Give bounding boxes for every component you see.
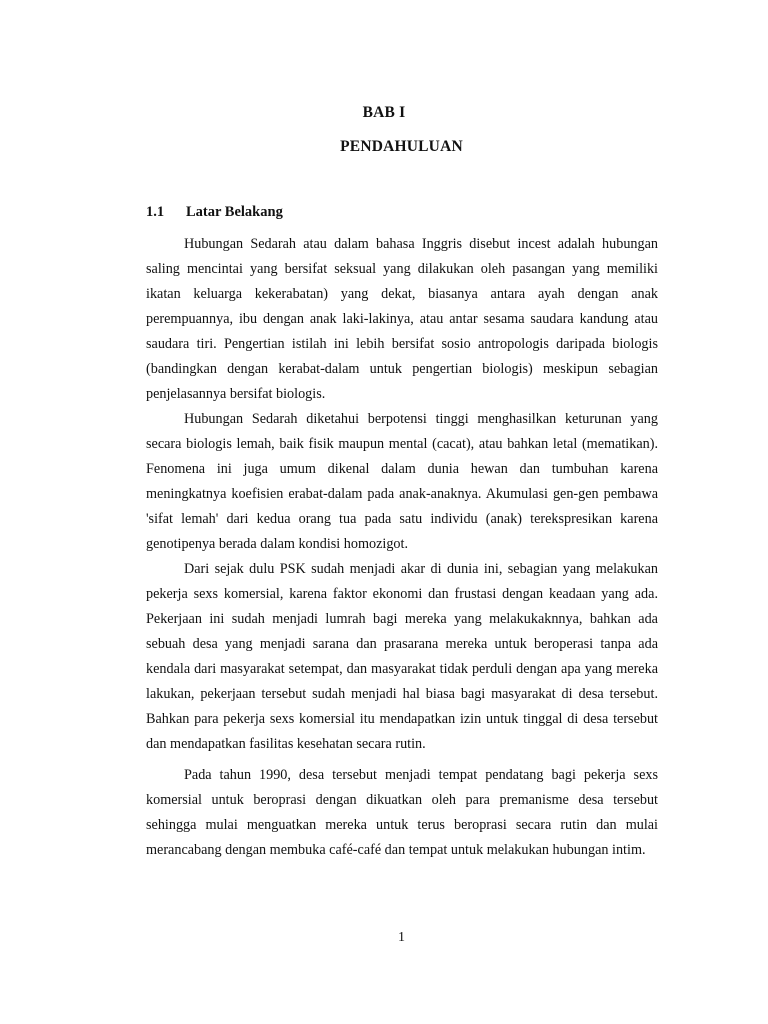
- section-number: 1.1: [146, 204, 165, 220]
- paragraph-2: Hubungan Sedarah diketahui berpotensi tinggi menghasilkan keturunan yang secara biologis lemah, baik fisik maupun mental (cacat), atau bahkan letal (mematikan). Fenomena ini juga umum dikenal dalam dunia hewan dan tumbuhan karena meningkatnya koefisien erabat-dalam pada anak-anaknya. Akumulasi gen-gen pembawa 'sifat lemah' dari kedua orang tua pada satu individu (anak) terekspresikan karena genotipenya berada dalam kondisi homozigot.: [146, 411, 658, 552]
- paragraph-1: Hubungan Sedarah atau dalam bahasa Inggris disebut incest adalah hubungan saling mencintai yang bersifat seksual yang dilakukan oleh pasangan yang memiliki ikatan keluarga kekerabatan) yang dekat, biasanya antara ayah dengan anak perempuannya, ibu dengan anak laki-lakinya, atau antar sesama saudara kandung atau saudara tiri. Pengertian istilah ini lebih bersifat sosio antropologis daripada biologis (bandingkan dengan kerabat-dalam untuk pengertian biologis) meskipun sebagian penjelasannya bersifat biologis.: [146, 236, 658, 402]
- chapter-title: PENDAHULUAN: [340, 138, 463, 155]
- paragraph-4: Pada tahun 1990, desa tersebut menjadi tempat pendatang bagi pekerja sexs komersial untuk beroprasi dengan dikuatkan oleh para premanisme desa tersebut sehingga mulai menguatkan mereka untuk terus beroprasi secara rutin dan mulai merancabang dengan membuka café-café dan tempat untuk melakukan hubungan intim.: [146, 767, 658, 858]
- section-heading: [146, 204, 283, 221]
- body-text: [146, 232, 658, 863]
- chapter-label: BAB I: [362, 104, 406, 121]
- section-title: Latar Belakang: [186, 204, 283, 220]
- page-number: 1: [398, 930, 405, 945]
- paragraph-3: Dari sejak dulu PSK sudah menjadi akar di dunia ini, sebagian yang melakukan pekerja sexs komersial, karena faktor ekonomi dan frustasi dengan keadaan yang ada. Pekerjaan ini sudah menjadi lumrah bagi mereka yang melakukaknnya, bahkan ada sebuah desa yang menjadi sarana dan prasarana mereka untuk beroperasi tanpa ada kendala dari masyarakat setempat, dan masyarakat tidak perduli dengan apa yang mereka lakukan, pekerjaan tersebut sudah menjadi hal biasa bagi masyarakat di desa tersebut. Bahkan para pekerja sexs komersial itu mendapatkan izin untuk tinggal di desa tersebut dan mendapatkan fasilitas kesehatan secara rutin.: [146, 561, 658, 752]
